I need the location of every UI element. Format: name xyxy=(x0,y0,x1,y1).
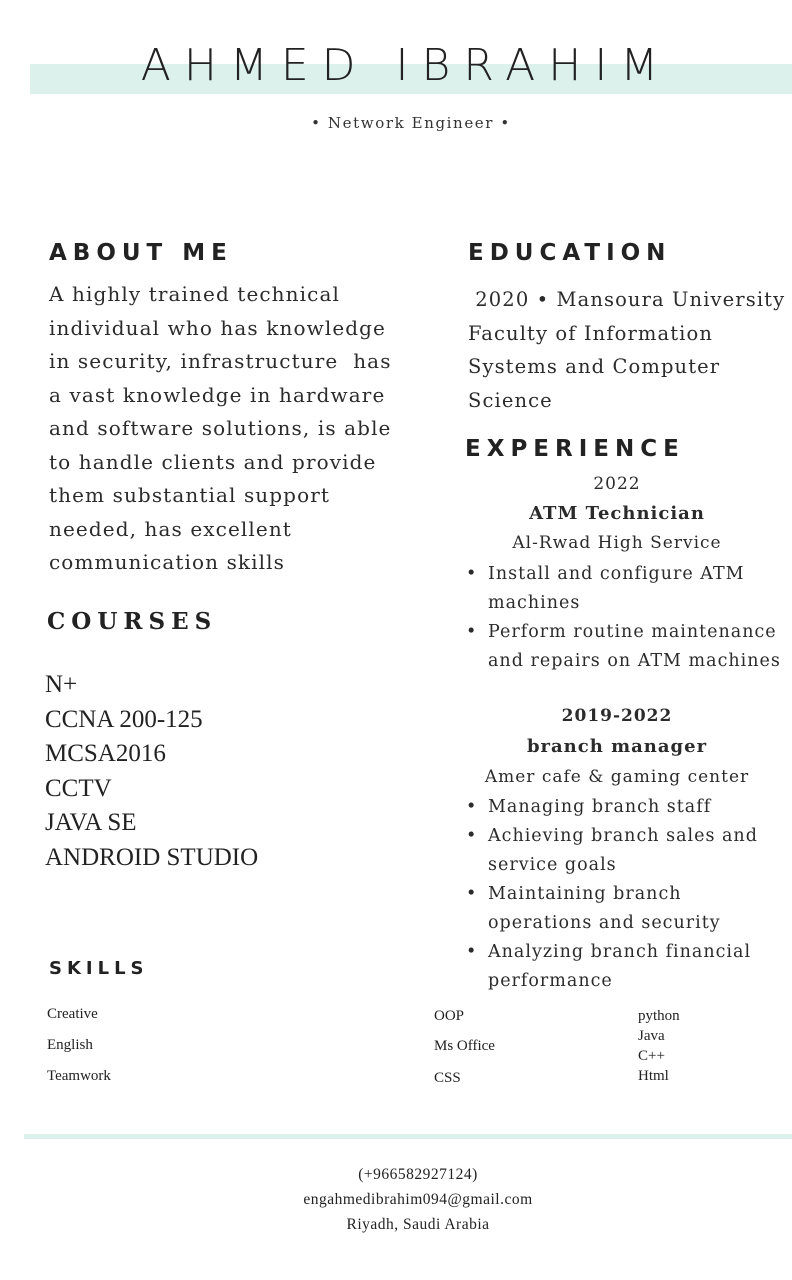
about-text xyxy=(49,278,419,580)
course-item: N+ xyxy=(45,671,78,698)
skill-item: OOP xyxy=(434,1008,465,1024)
duty-line: • Achieving branch sales and xyxy=(488,826,758,846)
list-item xyxy=(464,822,792,880)
job-year: 2022 xyxy=(593,474,641,494)
education-heading: EDUCATION xyxy=(468,240,672,266)
duty-line: • Analyzing branch financial xyxy=(488,942,752,962)
list-item xyxy=(464,938,792,996)
skill-item: Java xyxy=(638,1028,665,1044)
duty-line: • Managing branch staff xyxy=(488,797,712,817)
course-item: ANDROID STUDIO xyxy=(45,843,259,871)
education-line: Faculty of Information xyxy=(468,321,713,345)
job-title-text: ATM Technician xyxy=(529,503,705,524)
about-line: in security, infrastructure has xyxy=(49,349,392,373)
skill-item: English xyxy=(47,1037,93,1053)
about-heading: ABOUT ME xyxy=(49,240,233,266)
about-line: and software solutions, is able xyxy=(49,416,392,440)
skill-item: C++ xyxy=(638,1048,665,1064)
job-year: 2019-2022 xyxy=(561,706,673,726)
list-item xyxy=(464,793,792,822)
about-line: communication skills xyxy=(49,550,286,574)
job-title-text: branch manager xyxy=(526,736,708,757)
job-duties-list xyxy=(464,560,792,676)
about-line: needed, has excellent xyxy=(49,516,292,541)
about-line: individual who has knowledge xyxy=(49,315,386,340)
duty-line: service goals xyxy=(488,855,617,875)
list-item xyxy=(464,880,792,938)
duty-line: • Perform routine maintenance xyxy=(488,622,777,642)
course-item: JAVA SE xyxy=(45,809,137,837)
job-title: • Network Engineer • xyxy=(311,114,511,132)
contact-phone: (+966582927124) xyxy=(358,1166,478,1183)
skill-item: Ms Office xyxy=(434,1038,495,1054)
skill-item: CSS xyxy=(434,1070,461,1086)
courses-heading: COURSES xyxy=(47,608,218,635)
course-item: CCTV xyxy=(45,774,112,802)
education-line: Science xyxy=(468,388,553,412)
course-item: MCSA2016 xyxy=(45,740,166,768)
experience-heading: EXPERIENCE xyxy=(465,436,685,462)
resume-name: AHMED IBRAHIM xyxy=(140,40,672,91)
duty-line: operations and security xyxy=(488,913,721,933)
education-line: Systems and Computer xyxy=(468,355,721,378)
course-item: CCNA 200-125 xyxy=(45,705,203,733)
about-line: a vast knowledge in hardware xyxy=(49,382,386,407)
job-entry xyxy=(462,474,772,553)
education-text xyxy=(468,283,792,417)
contact-email: engahmedibrahim094@gmail.com xyxy=(303,1191,533,1208)
list-item xyxy=(464,560,792,618)
about-line: to handle clients and provide xyxy=(49,449,377,474)
duty-line: • Maintaining branch xyxy=(488,884,682,904)
skill-item: python xyxy=(638,1008,680,1024)
skill-item: Teamwork xyxy=(47,1068,111,1084)
education-line: 2020 • Mansoura University xyxy=(468,288,786,311)
skills-heading: SKILLS xyxy=(49,958,149,979)
skill-item: Html xyxy=(638,1068,669,1084)
job-entry xyxy=(462,706,772,787)
job-duties-list xyxy=(464,793,792,996)
duty-line: • Install and configure ATM xyxy=(488,564,745,584)
duty-line: and repairs on ATM machines xyxy=(488,651,781,671)
footer-divider xyxy=(24,1134,792,1139)
duty-line: performance xyxy=(488,971,613,991)
about-line: them substantial support xyxy=(49,483,331,507)
job-company: Amer cafe & gaming center xyxy=(484,767,750,787)
skill-item: Creative xyxy=(47,1006,98,1022)
duty-line: machines xyxy=(488,593,581,613)
courses-list xyxy=(45,668,258,876)
about-line: A highly trained technical xyxy=(49,282,340,306)
contact-location: Riyadh, Saudi Arabia xyxy=(346,1216,490,1233)
job-company: Al-Rwad High Service xyxy=(512,533,722,553)
list-item xyxy=(464,618,792,676)
